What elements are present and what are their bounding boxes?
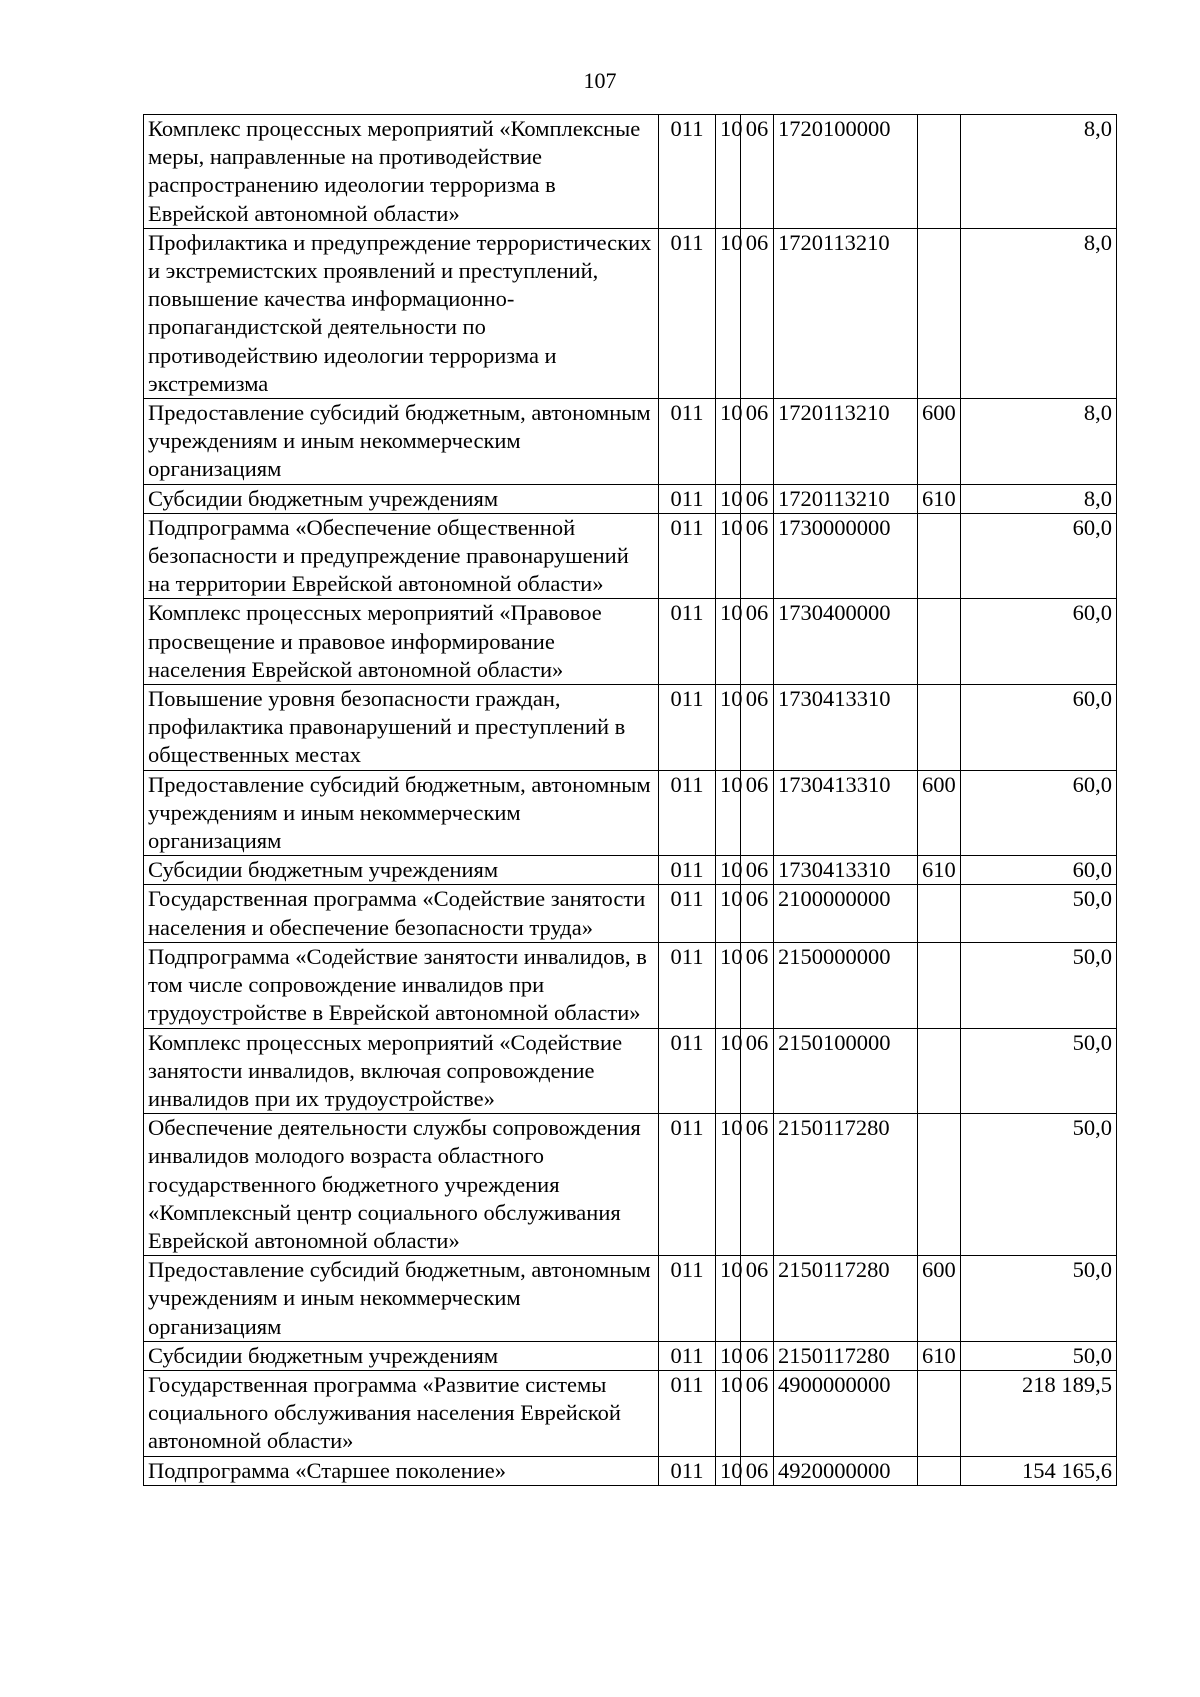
row-subsection-code: 06 xyxy=(741,1456,774,1485)
row-subsection-code: 06 xyxy=(741,1341,774,1370)
table-row xyxy=(144,885,1117,942)
row-expense-type xyxy=(918,1456,961,1485)
row-expense-type xyxy=(918,1114,961,1256)
row-gr-code: 011 xyxy=(659,513,716,599)
row-section-code: 10 xyxy=(716,513,741,599)
row-subsection-code: 06 xyxy=(741,513,774,599)
row-expense-type: 610 xyxy=(918,484,961,513)
row-gr-code: 011 xyxy=(659,885,716,942)
row-gr-code: 011 xyxy=(659,942,716,1028)
row-expense-type xyxy=(918,942,961,1028)
table-row xyxy=(144,513,1117,599)
row-subsection-code: 06 xyxy=(741,228,774,398)
row-subsection-code: 06 xyxy=(741,1256,774,1342)
row-target-article: 1730000000 xyxy=(774,513,918,599)
row-target-article: 1730400000 xyxy=(774,599,918,685)
row-target-article: 1730413310 xyxy=(774,856,918,885)
row-target-article: 1720113210 xyxy=(774,399,918,485)
row-target-article: 1720100000 xyxy=(774,115,918,229)
row-amount: 8,0 xyxy=(961,484,1117,513)
row-name: Комплекс процессных мероприятий «Комплексные меры, направленные на противодействие распространению идеологии терроризма в Еврейской автономной области» xyxy=(144,115,659,229)
row-gr-code: 011 xyxy=(659,228,716,398)
row-gr-code: 011 xyxy=(659,685,716,771)
row-name: Подпрограмма «Содействие занятости инвалидов, в том числе сопровождение инвалидов при трудоустройстве в Еврейской автономной области» xyxy=(144,942,659,1028)
row-gr-code: 011 xyxy=(659,399,716,485)
table-row xyxy=(144,1028,1117,1114)
table-row xyxy=(144,228,1117,398)
row-gr-code: 011 xyxy=(659,1456,716,1485)
row-subsection-code: 06 xyxy=(741,115,774,229)
row-subsection-code: 06 xyxy=(741,685,774,771)
row-amount: 50,0 xyxy=(961,942,1117,1028)
row-section-code: 10 xyxy=(716,1114,741,1256)
row-subsection-code: 06 xyxy=(741,1028,774,1114)
table-row xyxy=(144,1370,1117,1456)
row-subsection-code: 06 xyxy=(741,484,774,513)
row-name: Повышение уровня безопасности граждан, профилактика правонарушений и преступлений в общественных местах xyxy=(144,685,659,771)
row-subsection-code: 06 xyxy=(741,942,774,1028)
row-amount: 60,0 xyxy=(961,856,1117,885)
row-amount: 60,0 xyxy=(961,685,1117,771)
row-section-code: 10 xyxy=(716,484,741,513)
row-expense-type: 600 xyxy=(918,1256,961,1342)
row-subsection-code: 06 xyxy=(741,1370,774,1456)
row-section-code: 10 xyxy=(716,399,741,485)
row-target-article: 1720113210 xyxy=(774,484,918,513)
row-amount: 50,0 xyxy=(961,1028,1117,1114)
row-section-code: 10 xyxy=(716,599,741,685)
row-subsection-code: 06 xyxy=(741,599,774,685)
row-name: Профилактика и предупреждение террористических и экстремистских проявлений и преступлений, повышение качества информационно-пропагандистской деятельности по противодействию идеологии терроризма и экстремизма xyxy=(144,228,659,398)
row-target-article: 1730413310 xyxy=(774,685,918,771)
table-row xyxy=(144,484,1117,513)
row-section-code: 10 xyxy=(716,770,741,856)
row-section-code: 10 xyxy=(716,1028,741,1114)
row-target-article: 2150100000 xyxy=(774,1028,918,1114)
row-amount: 60,0 xyxy=(961,599,1117,685)
row-section-code: 10 xyxy=(716,942,741,1028)
row-section-code: 10 xyxy=(716,228,741,398)
row-target-article: 2100000000 xyxy=(774,885,918,942)
row-gr-code: 011 xyxy=(659,1028,716,1114)
row-expense-type xyxy=(918,513,961,599)
table-row xyxy=(144,599,1117,685)
row-expense-type: 600 xyxy=(918,399,961,485)
budget-table xyxy=(143,114,1117,1486)
row-gr-code: 011 xyxy=(659,1370,716,1456)
row-gr-code: 011 xyxy=(659,856,716,885)
row-name: Субсидии бюджетным учреждениям xyxy=(144,484,659,513)
row-target-article: 2150000000 xyxy=(774,942,918,1028)
row-amount: 50,0 xyxy=(961,1256,1117,1342)
row-subsection-code: 06 xyxy=(741,885,774,942)
row-amount: 50,0 xyxy=(961,885,1117,942)
row-gr-code: 011 xyxy=(659,484,716,513)
row-name: Предоставление субсидий бюджетным, автономным учреждениям и иным некоммерческим организациям xyxy=(144,770,659,856)
table-row xyxy=(144,1256,1117,1342)
row-subsection-code: 06 xyxy=(741,1114,774,1256)
row-expense-type xyxy=(918,685,961,771)
row-amount: 218 189,5 xyxy=(961,1370,1117,1456)
table-row xyxy=(144,115,1117,229)
row-expense-type: 600 xyxy=(918,770,961,856)
row-amount: 8,0 xyxy=(961,228,1117,398)
row-gr-code: 011 xyxy=(659,1341,716,1370)
row-expense-type xyxy=(918,1028,961,1114)
row-expense-type xyxy=(918,599,961,685)
row-gr-code: 011 xyxy=(659,1114,716,1256)
table-row xyxy=(144,942,1117,1028)
table-row xyxy=(144,770,1117,856)
row-amount: 60,0 xyxy=(961,770,1117,856)
row-target-article: 4920000000 xyxy=(774,1456,918,1485)
table-row xyxy=(144,1341,1117,1370)
row-name: Подпрограмма «Старшее поколение» xyxy=(144,1456,659,1485)
row-amount: 154 165,6 xyxy=(961,1456,1117,1485)
row-section-code: 10 xyxy=(716,1256,741,1342)
row-gr-code: 011 xyxy=(659,599,716,685)
row-section-code: 10 xyxy=(716,1456,741,1485)
row-target-article: 1720113210 xyxy=(774,228,918,398)
row-section-code: 10 xyxy=(716,1341,741,1370)
table-row xyxy=(144,399,1117,485)
row-name: Комплекс процессных мероприятий «Правовое просвещение и правовое информирование населения Еврейской автономной области» xyxy=(144,599,659,685)
row-gr-code: 011 xyxy=(659,115,716,229)
table-row xyxy=(144,856,1117,885)
row-expense-type xyxy=(918,228,961,398)
row-name: Предоставление субсидий бюджетным, автономным учреждениям и иным некоммерческим организациям xyxy=(144,399,659,485)
row-expense-type xyxy=(918,885,961,942)
row-name: Государственная программа «Содействие занятости населения и обеспечение безопасности труда» xyxy=(144,885,659,942)
row-name: Субсидии бюджетным учреждениям xyxy=(144,856,659,885)
row-amount: 8,0 xyxy=(961,399,1117,485)
row-section-code: 10 xyxy=(716,685,741,771)
row-name: Субсидии бюджетным учреждениям xyxy=(144,1341,659,1370)
row-expense-type: 610 xyxy=(918,1341,961,1370)
budget-table-body xyxy=(144,115,1117,1486)
row-subsection-code: 06 xyxy=(741,399,774,485)
row-name: Обеспечение деятельности службы сопровождения инвалидов молодого возраста областного государственного бюджетного учреждения «Комплексный центр социального обслуживания Еврейской автономной области» xyxy=(144,1114,659,1256)
row-subsection-code: 06 xyxy=(741,856,774,885)
row-amount: 50,0 xyxy=(961,1341,1117,1370)
table-row xyxy=(144,685,1117,771)
row-name: Предоставление субсидий бюджетным, автономным учреждениям и иным некоммерческим организациям xyxy=(144,1256,659,1342)
row-target-article: 4900000000 xyxy=(774,1370,918,1456)
row-section-code: 10 xyxy=(716,1370,741,1456)
row-gr-code: 011 xyxy=(659,770,716,856)
table-row xyxy=(144,1114,1117,1256)
row-subsection-code: 06 xyxy=(741,770,774,856)
row-expense-type: 610 xyxy=(918,856,961,885)
row-name: Комплекс процессных мероприятий «Содействие занятости инвалидов, включая сопровождение инвалидов при их трудоустройстве» xyxy=(144,1028,659,1114)
row-section-code: 10 xyxy=(716,115,741,229)
row-name: Государственная программа «Развитие системы социального обслуживания населения Еврейской автономной области» xyxy=(144,1370,659,1456)
row-target-article: 2150117280 xyxy=(774,1114,918,1256)
table-row xyxy=(144,1456,1117,1485)
page-number: 107 xyxy=(583,68,617,93)
row-amount: 50,0 xyxy=(961,1114,1117,1256)
row-expense-type xyxy=(918,1370,961,1456)
row-expense-type xyxy=(918,115,961,229)
row-amount: 8,0 xyxy=(961,115,1117,229)
row-gr-code: 011 xyxy=(659,1256,716,1342)
row-amount: 60,0 xyxy=(961,513,1117,599)
row-section-code: 10 xyxy=(716,885,741,942)
row-target-article: 2150117280 xyxy=(774,1256,918,1342)
row-target-article: 1730413310 xyxy=(774,770,918,856)
row-section-code: 10 xyxy=(716,856,741,885)
row-name: Подпрограмма «Обеспечение общественной безопасности и предупреждение правонарушений на территории Еврейской автономной области» xyxy=(144,513,659,599)
row-target-article: 2150117280 xyxy=(774,1341,918,1370)
